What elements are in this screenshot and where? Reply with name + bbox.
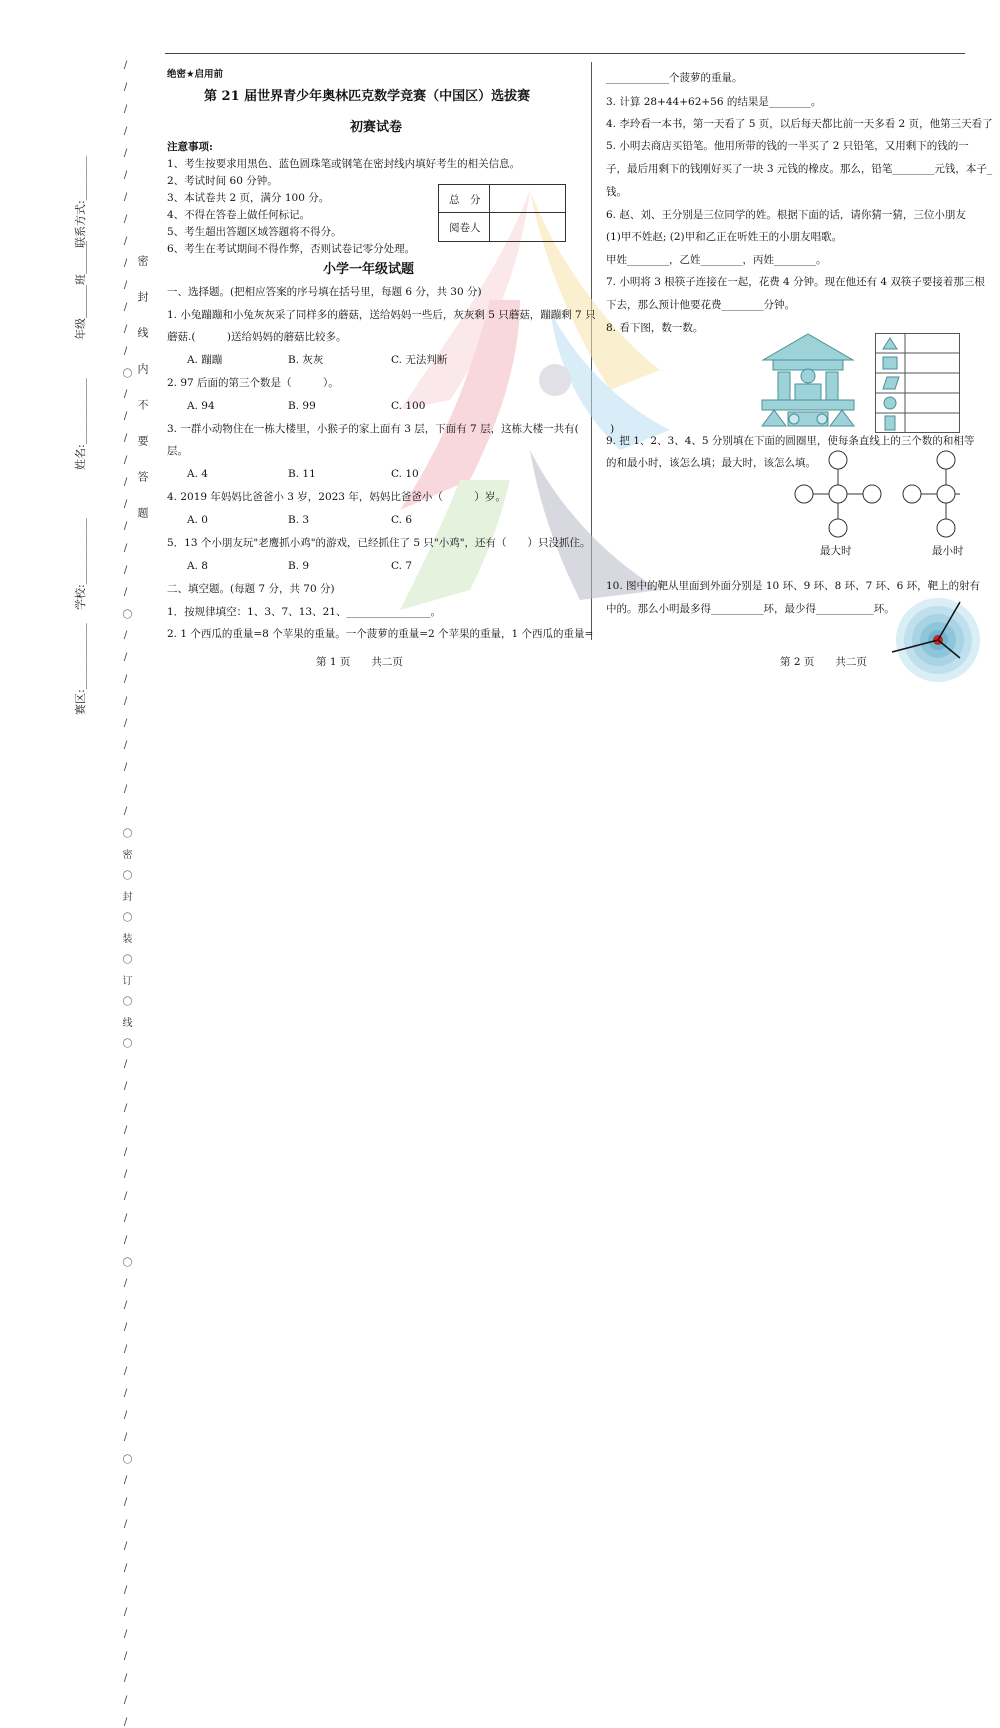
grader-label: 阅卷人 <box>449 222 481 234</box>
option: B. 灰灰 <box>288 354 324 366</box>
option: C. 7 <box>391 560 413 572</box>
option: B. 11 <box>288 468 316 480</box>
question: 5．13 个小朋友玩"老鹰抓小鸡"的游戏，已经抓住了 5 只"小鸡"，还有（ ）只没抓住。 <box>167 537 591 549</box>
no-answer-notice: 密 封 线 内 不 要 答 题 <box>136 255 149 524</box>
question: 甲姓________，乙姓________，丙姓________。 <box>606 254 827 266</box>
note-item: 1、考生按要求用黑色、蓝色圆珠笔或钢笔在密封线内填好考生的相关信息。 <box>167 158 521 170</box>
part2-heading: 二、填空题。(每题 7 分，共 70 分) <box>167 583 335 595</box>
question: 4. 李玲看一本书，第一天看了 5 页，以后每天都比前一天多看 2 页，他第三天看了 <box>606 118 993 130</box>
option: A. 蹦蹦 <box>187 354 223 366</box>
note-item: 5、考生超出答题区域答题将不得分。 <box>167 226 342 238</box>
question: 蘑菇.( )送给妈妈的蘑菇比较多。 <box>167 331 347 343</box>
exam-title: 第 21 届世界青少年奥林匹克数学竞赛（中国区）选拔赛 <box>204 89 531 104</box>
question: 2. 1 个西瓜的重量=8 个苹果的重量。一个菠萝的重量=2 个苹果的重量，1 个西瓜的重量= <box>167 628 594 640</box>
option: A. 0 <box>187 514 208 526</box>
option: B. 9 <box>288 560 310 572</box>
note-item: 4、不得在答卷上做任何标记。 <box>167 209 311 221</box>
school-field: 学校:____________ <box>74 518 87 610</box>
question: 2. 97 后面的第三个数是（ ）。 <box>167 377 339 389</box>
note-item: 2、考试时间 60 分钟。 <box>167 175 278 187</box>
question: 9. 把 1、2、3、4、5 分别填在下面的圆圈里，使每条直线上的三个数的和相等 <box>606 435 975 447</box>
question: 1．按规律填空：1、3、7、13、21、________________。 <box>167 606 441 618</box>
question: ____________个菠萝的重量。 <box>606 72 743 84</box>
score-box <box>438 184 566 242</box>
part1-heading: 一、选择题。(把相应答案的序号填在括号里，每题 6 分，共 30 分) <box>167 286 482 298</box>
question: 中的。那么小明最多得__________环，最少得___________环。 <box>606 603 895 615</box>
question: 3. 一群小动物住在一栋大楼里，小猴子的家上面有 3 层，下面有 7 层，这栋大楼一共有( ) <box>167 423 615 435</box>
question: 5. 小明去商店买铅笔。他用所带的钱的一半买了 2 只铅笔，又用剩下的钱的一 <box>606 140 969 152</box>
option: A. 8 <box>187 560 208 572</box>
note-item: 6、考生在考试期间不得作弊，否则试卷记零分处理。 <box>167 243 416 255</box>
page2-footer: 第 2 页 共二页 <box>780 656 867 668</box>
option: C. 无法判断 <box>391 354 448 366</box>
top-rule <box>165 53 965 54</box>
question: 子，最后用剩下的钱刚好买了一块 3 元钱的橡皮。那么，铅笔________元钱，本子_ <box>606 163 993 175</box>
option: C. 100 <box>391 400 426 412</box>
option: B. 3 <box>288 514 310 526</box>
option: C. 6 <box>391 514 413 526</box>
seal-line: / / / / / / / / / / / / / / 〇 / / / / / / / / / / 〇 / / / / / / / / / 〇 密 〇 封 〇 装 〇 订 〇 线 〇 / / / / / / / / / 〇 / / / / / / / / 〇 / / / / / / / / / / / / <box>120 60 131 1728</box>
question: 下去，那么预计他要花费________分钟。 <box>606 299 795 311</box>
block-figure <box>758 332 858 432</box>
question: 8. 看下图，数一数。 <box>606 322 704 334</box>
option: A. 94 <box>187 400 215 412</box>
circles-min <box>896 450 960 542</box>
circles-max <box>788 450 888 542</box>
question: 4. 2019 年妈妈比爸爸小 3 岁，2023 年，妈妈比爸爸小（ ）岁。 <box>167 491 506 503</box>
option: B. 99 <box>288 400 316 412</box>
section-title: 小学一年级试题 <box>323 262 415 277</box>
notes-heading: 注意事项: <box>167 141 213 153</box>
page1-footer: 第 1 页 共二页 <box>316 656 403 668</box>
name-field: 姓名:____________ <box>74 378 87 470</box>
question: 的和最小时，该怎么填；最大时，该怎么填。 <box>606 457 816 469</box>
label-min: 最小时 <box>932 545 964 557</box>
region-field: 赛区:____________ <box>74 623 87 715</box>
total-score-label: 总 分 <box>449 194 481 206</box>
label-max: 最大时 <box>820 545 852 557</box>
question: 10. 图中的靶从里面到外面分别是 10 环、9 环、8 环、7 环、6 环，靶上的射有 <box>606 580 981 592</box>
option: C. 10 <box>391 468 419 480</box>
question: 3. 计算 28+44+62+56 的结果是________。 <box>606 96 822 108</box>
contact-field: 联系方式:________ <box>74 156 87 248</box>
grade-class-field: 年级______班______ <box>74 241 87 340</box>
question: 6. 赵、刘、王分别是三位同学的姓。根据下面的话，请你猜一猜，三位小朋友 <box>606 209 966 221</box>
target-figure <box>888 598 960 690</box>
question: 1. 小兔蹦蹦和小兔灰灰采了同样多的蘑菇，送给妈妈一些后，灰灰剩 5 只蘑菇，蹦蹦剩 7 只 <box>167 309 596 321</box>
option: A. 4 <box>187 468 208 480</box>
secret-mark: 绝密★启用前 <box>167 69 224 80</box>
question: (1)甲不姓赵; (2)甲和乙正在听姓王的小朋友唱歌。 <box>606 231 843 243</box>
question: 钱。 <box>606 186 627 198</box>
shape-table <box>875 333 960 433</box>
question: 层。 <box>167 445 188 457</box>
question: 7. 小明将 3 根筷子连接在一起，花费 4 分钟。现在他还有 4 双筷子要接着那三根 <box>606 276 985 288</box>
note-item: 3、本试卷共 2 页，满分 100 分。 <box>167 192 330 204</box>
exam-subtitle: 初赛试卷 <box>350 120 403 135</box>
